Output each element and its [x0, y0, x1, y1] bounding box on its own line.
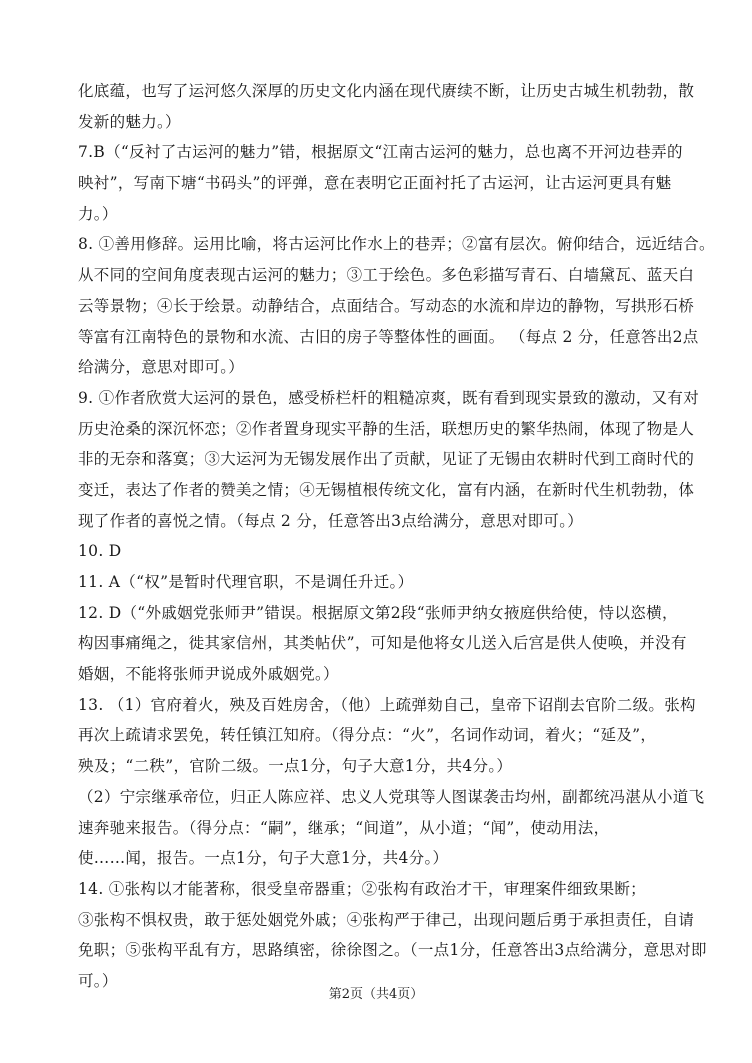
- text-line: 7.B（“反衬了古运河的魅力”错，根据原文“江南古运河的魅力，总也离不开河边巷弄的: [78, 143, 683, 162]
- text-line: 速奔驰来报告。（得分点：“嗣”，继承；“间道”，从小道；“闻”，使动用法，: [78, 818, 610, 837]
- text-line: 12. D（“外戚姻党张师尹”错误。根据原文第2段“张师尹纳女掖庭供给使，恃以恣横，: [78, 603, 678, 622]
- answer-text-body: [78, 76, 718, 997]
- text-line: 历史沧桑的深沉怀恋；②作者置身现实平静的生活，联想历史的繁华热闹，体现了物是人: [78, 419, 695, 438]
- text-line: 变迁，表达了作者的赞美之情；④无锡植根传统文化，富有内涵，在新时代生机勃勃，体: [78, 480, 695, 499]
- text-line: ③张构不惧权贵，敢于惩处姻党外戚；④张构严于律己，出现问题后勇于承担责任，自请: [78, 910, 695, 929]
- text-line: （2）宁宗继承帝位，归正人陈应祥、忠义人党琪等人图谋袭击均州，副都统冯湛从小道飞: [78, 787, 705, 806]
- text-line: 13. （1）官府着火，殃及百姓房舍，（他）上疏弹劾自己，皇帝下诏削去官阶二级。张构: [78, 695, 696, 714]
- text-line: 可。）: [78, 971, 118, 990]
- page-footer: 第2页（共4页）: [328, 987, 424, 1002]
- text-line: 10. D: [78, 542, 122, 561]
- text-line: 发新的魅力。）: [78, 112, 181, 131]
- text-line: 等富有江南特色的景物和水流、古旧的房子等整体性的画面。 （每点 2 分，任意答出2点: [78, 327, 699, 346]
- text-line: 婚姻，不能将张师尹说成外戚姻党。）: [78, 665, 339, 684]
- text-line: 免职；⑤张构平乱有方，思路缜密，徐徐图之。（一点1分，任意答出3点给满分，意思对即: [78, 941, 707, 960]
- text-line: 映衬”，写南下塘“书码头”的评弹，意在表明它正面衬托了古运河，让古运河更具有魅: [78, 174, 672, 193]
- text-line: 从不同的空间角度表现古运河的魅力；③工于绘色。多色彩描写青石、白墙黛瓦、蓝天白: [78, 266, 695, 285]
- text-line: 化底蕴，也写了运河悠久深厚的历史文化内涵在现代赓续不断，让历史古城生机勃勃，散: [78, 82, 695, 100]
- text-line: 11. A（“权”是暂时代理官职，不是调任升迁。）: [78, 573, 414, 591]
- text-line: 9. ①作者欣赏大运河的景色，感受桥栏杆的粗糙凉爽，既有看到现实景致的激动，又有对: [78, 388, 700, 407]
- text-line: 构因事痛绳之，徙其家信州，其类帖伏”，可知是他将女儿送入后宫是供人使唤，并没有: [78, 634, 687, 653]
- text-line: 8. ①善用修辞。运用比喻，将古运河比作水上的巷弄；②富有层次。俯仰结合，远近结合。: [78, 235, 715, 254]
- text-line: 力。）: [78, 204, 118, 223]
- text-line: 云等景物；④长于绘景。动静结合，点面结合。写动态的水流和岸边的静物，写拱形石桥: [78, 296, 695, 315]
- text-line: 非的无奈和落寞；③大运河为无锡发展作出了贡献，见证了无锡由农耕时代到工商时代的: [78, 450, 695, 469]
- text-line: 给满分，意思对即可。）: [78, 358, 245, 377]
- text-line: 14. ①张构以才能著称，很受皇帝器重；②张构有政治才干，审理案件细致果断；: [78, 879, 646, 898]
- text-line: 现了作者的喜悦之情。（每点 2 分，任意答出3点给满分，意思对即可。）: [78, 511, 584, 530]
- text-line: 殃及；“二秩”，官阶二级。一点1分，句子大意1分，共4分。）: [78, 757, 513, 776]
- text-line: 再次上疏请求罢免，转任镇江知府。（得分点：“火”，名词作动词，着火；“延及”，: [78, 726, 657, 745]
- text-line: 使……闻，报告。一点1分，句子大意1分，共4分。）: [78, 849, 449, 868]
